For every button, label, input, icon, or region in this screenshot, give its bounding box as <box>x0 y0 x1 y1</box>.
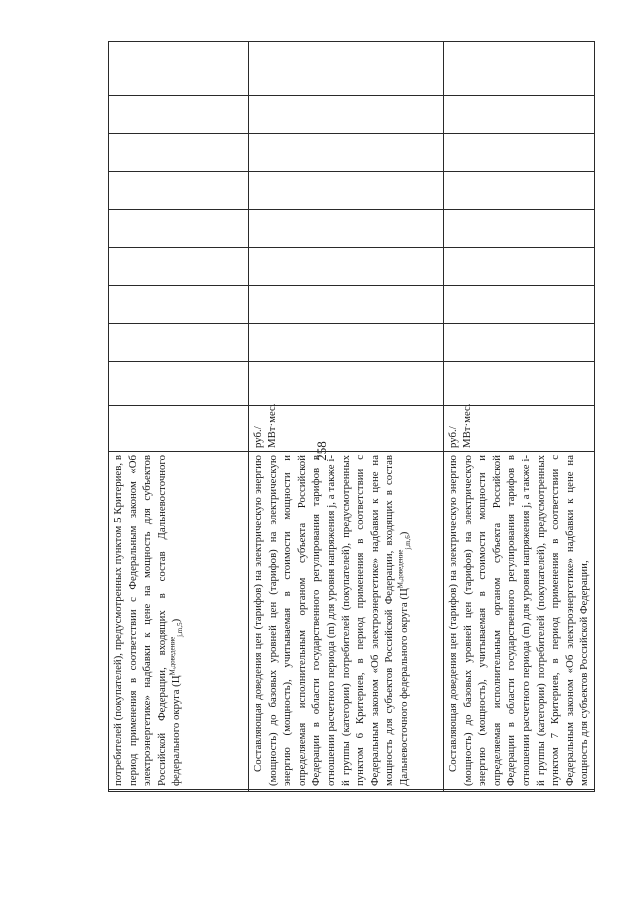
value-cell <box>249 172 444 210</box>
description-text: потребителей (покупателей), предусмотренных пунктом 5 Критериев, в период применения в соответствии с Федеральным законом «Об электроэнергетике» надбавки к цене на мощность для субъектов Российской Федерации, входящих в состав Дальневосточного федерального округа <box>112 455 183 786</box>
value-cell <box>444 324 595 362</box>
formula-symbol: $(Ц^{М,доведение}_{j,m,5})$ <box>168 618 185 687</box>
value-cell <box>109 324 249 362</box>
row-number-cell <box>109 790 249 792</box>
row-number-cell <box>444 790 595 792</box>
value-cell <box>444 42 595 96</box>
value-cell <box>109 286 249 324</box>
table-row <box>444 42 595 792</box>
value-cell <box>249 96 444 134</box>
unit-cell <box>109 406 249 452</box>
value-cell <box>109 96 249 134</box>
value-cell <box>444 172 595 210</box>
value-cell <box>249 42 444 96</box>
value-cell <box>444 96 595 134</box>
description-cell <box>109 452 249 790</box>
description-text: Составляющая доведения цен (тарифов) на электрическую энергию (мощность) до базовых уровней цен (тарифов) на электрическую энергию (мощность), учитываемая в стоимости мощности и определяемая исполнительным органом субъекта Российской Федерации в области государственного регулирования тарифов в отношении расчетного периода (m) для уровня напряжения j, а также i-й группы (категории) потребителей (покупателей), предусмотренных пунктом 6 Критериев, в период применения в соответствии с Федеральным законом «Об электроэнергетике» надбавки к цене на мощность для субъектов Российской Федерации, входящих в состав Дальневосточного федерального округа <box>252 455 410 786</box>
description-text: Составляющая доведения цен (тарифов) на электрическую энергию (мощность) до базовых уровней цен (тарифов) на электрическую энергию (мощность), учитываемая в стоимости мощности и определяемая исполнительным органом субъекта Российской Федерации в области государственного регулирования тарифов в отношении расчетного периода (m) для уровня напряжения j, а также i-й группы (категории) потребителей (покупателей), предусмотренных пунктом 7 Критериев, в период применения в соответствии с Федеральным законом «Об электроэнергетике» надбавки к цене на мощность для субъектов Российской Федерации, <box>447 455 591 786</box>
value-cell <box>444 134 595 172</box>
value-cell <box>249 134 444 172</box>
value-cell <box>109 248 249 286</box>
description-cell <box>444 452 595 790</box>
unit-cell: руб./ МВт·мес. <box>249 406 444 452</box>
value-cell <box>249 362 444 406</box>
unit-cell: руб./ МВт·мес. <box>444 406 595 452</box>
row-number-cell <box>249 790 444 792</box>
value-cell <box>109 362 249 406</box>
value-cell <box>249 286 444 324</box>
value-cell <box>109 42 249 96</box>
data-table <box>108 41 595 792</box>
table-row <box>109 42 249 792</box>
value-cell <box>444 210 595 248</box>
page-number: 258 <box>314 441 329 461</box>
description-cell <box>249 452 444 790</box>
value-cell <box>249 210 444 248</box>
table-row <box>249 42 444 792</box>
value-cell <box>249 248 444 286</box>
value-cell <box>444 286 595 324</box>
value-cell <box>249 324 444 362</box>
value-cell <box>109 210 249 248</box>
formula-symbol: $(Ц^{М,доведение}_{j,m,6})$ <box>396 531 413 600</box>
value-cell <box>109 134 249 172</box>
value-cell <box>444 362 595 406</box>
value-cell <box>444 248 595 286</box>
rotated-table-container <box>108 42 591 792</box>
value-cell <box>109 172 249 210</box>
